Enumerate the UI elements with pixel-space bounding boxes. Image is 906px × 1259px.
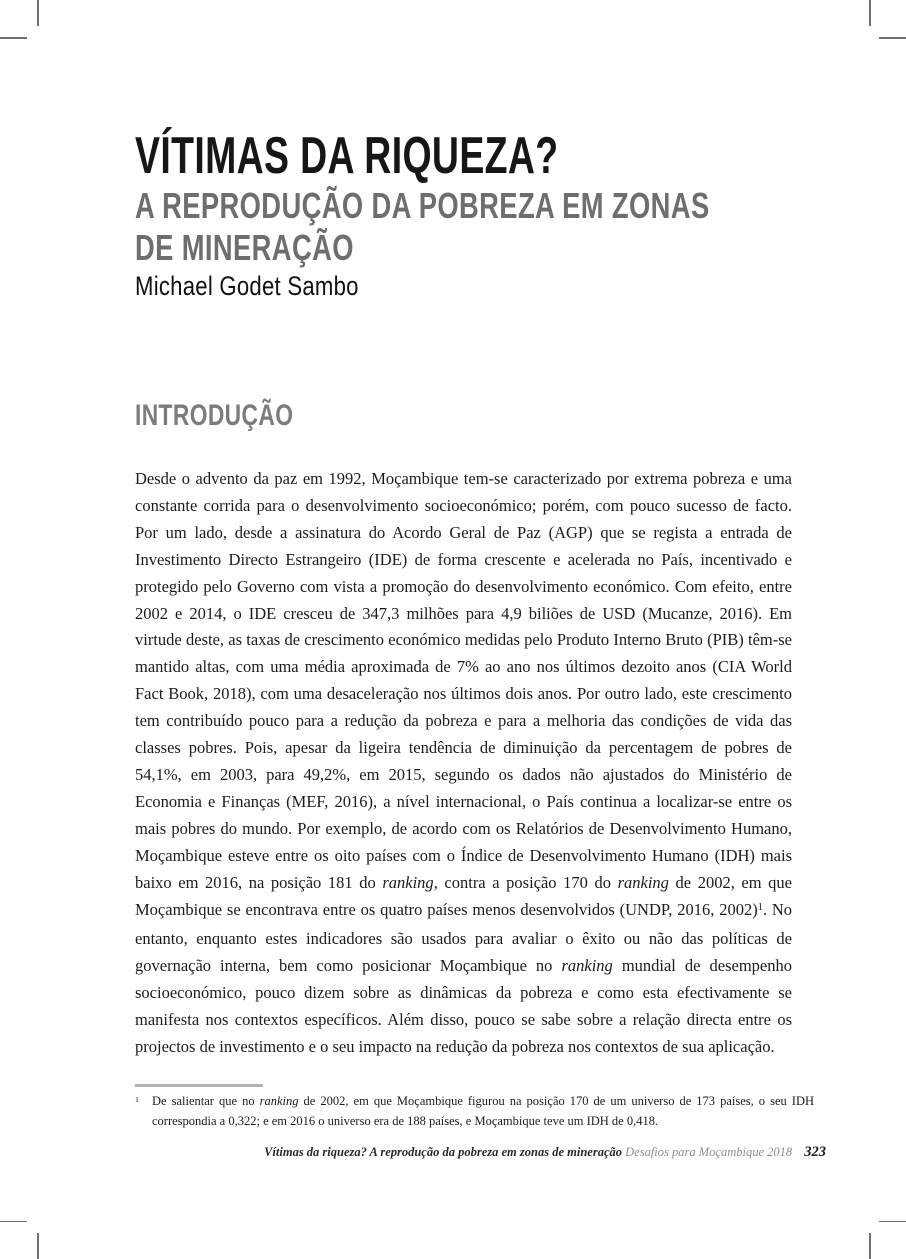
article-title: VÍTIMAS DA RIQUEZA?: [135, 127, 559, 185]
crop-mark-bottom-left-horizontal: [0, 1221, 27, 1223]
footer-publication-name: Desafios para Moçambique 2018: [625, 1145, 793, 1159]
footnote-text: De salientar que no ranking de 2002, em que Moçambique figurou na posição 170 de um universo de 173 países, o seu IDH correspondia a 0,322; e em 2016 o universo era de 188 países, e Moçambique teve um IDH de 0,418.: [152, 1094, 814, 1128]
section-heading-introducao: INTRODUÇÃO: [135, 399, 294, 432]
crop-mark-bottom-left-vertical: [37, 1233, 39, 1259]
body-paragraph: Desde o advento da paz em 1992, Moçambique tem-se caracterizado por extrema pobreza e uma constante corrida para o desenvolvimento socioeconómico; porém, com pouco sucesso de facto. Por um lado, desde a assinatura do Acordo Geral de Paz (AGP) que se regista a entrada de Investimento Directo Estrangeiro (IDE) de forma crescente e acelerada no País, incentivado e protegido pelo Governo com vista a promoção do desenvolvimento económico. Com efeito, entre 2002 e 2014, o IDE cresceu de 347,3 milhões para 4,9 biliões de USD (Mucanze, 2016). Em virtude deste, as taxas de crescimento económico medidas pelo Produto Interno Bruto (PIB) têm-se mantido altas, com uma média aproximada de 7% ao ano nos últimos dezoito anos (CIA World Fact Book, 2018), com uma desaceleração nos últimos dois anos. Por outro lado, este crescimento tem contribuído pouco para a redução da pobreza e para a melhoria das condições de vida das classes pobres. Pois, apesar da ligeira tendência de diminuição da percentagem de pobres de 54,1%, em 2003, para 49,2%, em 2015, segundo os dados não ajustados do Ministério de Economia e Finanças (MEF, 2016), a nível internacional, o País continua a localizar-se entre os mais pobres do mundo. Por exemplo, de acordo com os Relatórios de Desenvolvimento Humano, Moçambique esteve entre os oito países com o Índice de Desenvolvimento Humano (IDH) mais baixo em 2016, na posição 181 do ranking, contra a posição 170 do ranking de 2002, em que Moçambique se encontrava entre os quatro países menos desenvolvidos (UNDP, 2016, 2002)$^1$. No entanto, enquanto estes indicadores são usados para avaliar o êxito ou não das políticas de governação interna, bem como posicionar Moçambique no ranking mundial de desempenho socioeconómico, pouco dizem sobre as dinâmicas da pobreza e como esta efectivamente se manifesta nos contextos específicos. Além disso, pouco se sabe sobre a relação directa entre os projectos de investimento e o seu impacto na redução da pobreza nos contextos de sua aplicação.: [135, 469, 792, 1057]
crop-mark-bottom-right-horizontal: [879, 1221, 906, 1223]
page-footer: [135, 1144, 826, 1161]
crop-mark-bottom-right-vertical: [869, 1233, 871, 1259]
article-subtitle-line1: A REPRODUÇÃO DA POBREZA EM ZONAS: [135, 185, 710, 226]
footer-page-number: 323: [804, 1144, 826, 1160]
crop-mark-top-left-horizontal: [0, 37, 27, 39]
crop-mark-top-left-vertical: [37, 0, 39, 26]
footnote-separator-rule: [135, 1084, 263, 1087]
footnote-marker: 1: [135, 1094, 139, 1104]
footer-chapter-title: Vítimas da riqueza? A reprodução da pobreza em zonas de mineração: [264, 1145, 622, 1159]
author-name: Michael Godet Sambo: [135, 271, 359, 301]
crop-mark-top-right-vertical: [869, 0, 871, 26]
footnote: [135, 1092, 814, 1131]
article-subtitle-line2: DE MINERAÇÃO: [135, 227, 354, 268]
crop-mark-top-right-horizontal: [879, 37, 906, 39]
